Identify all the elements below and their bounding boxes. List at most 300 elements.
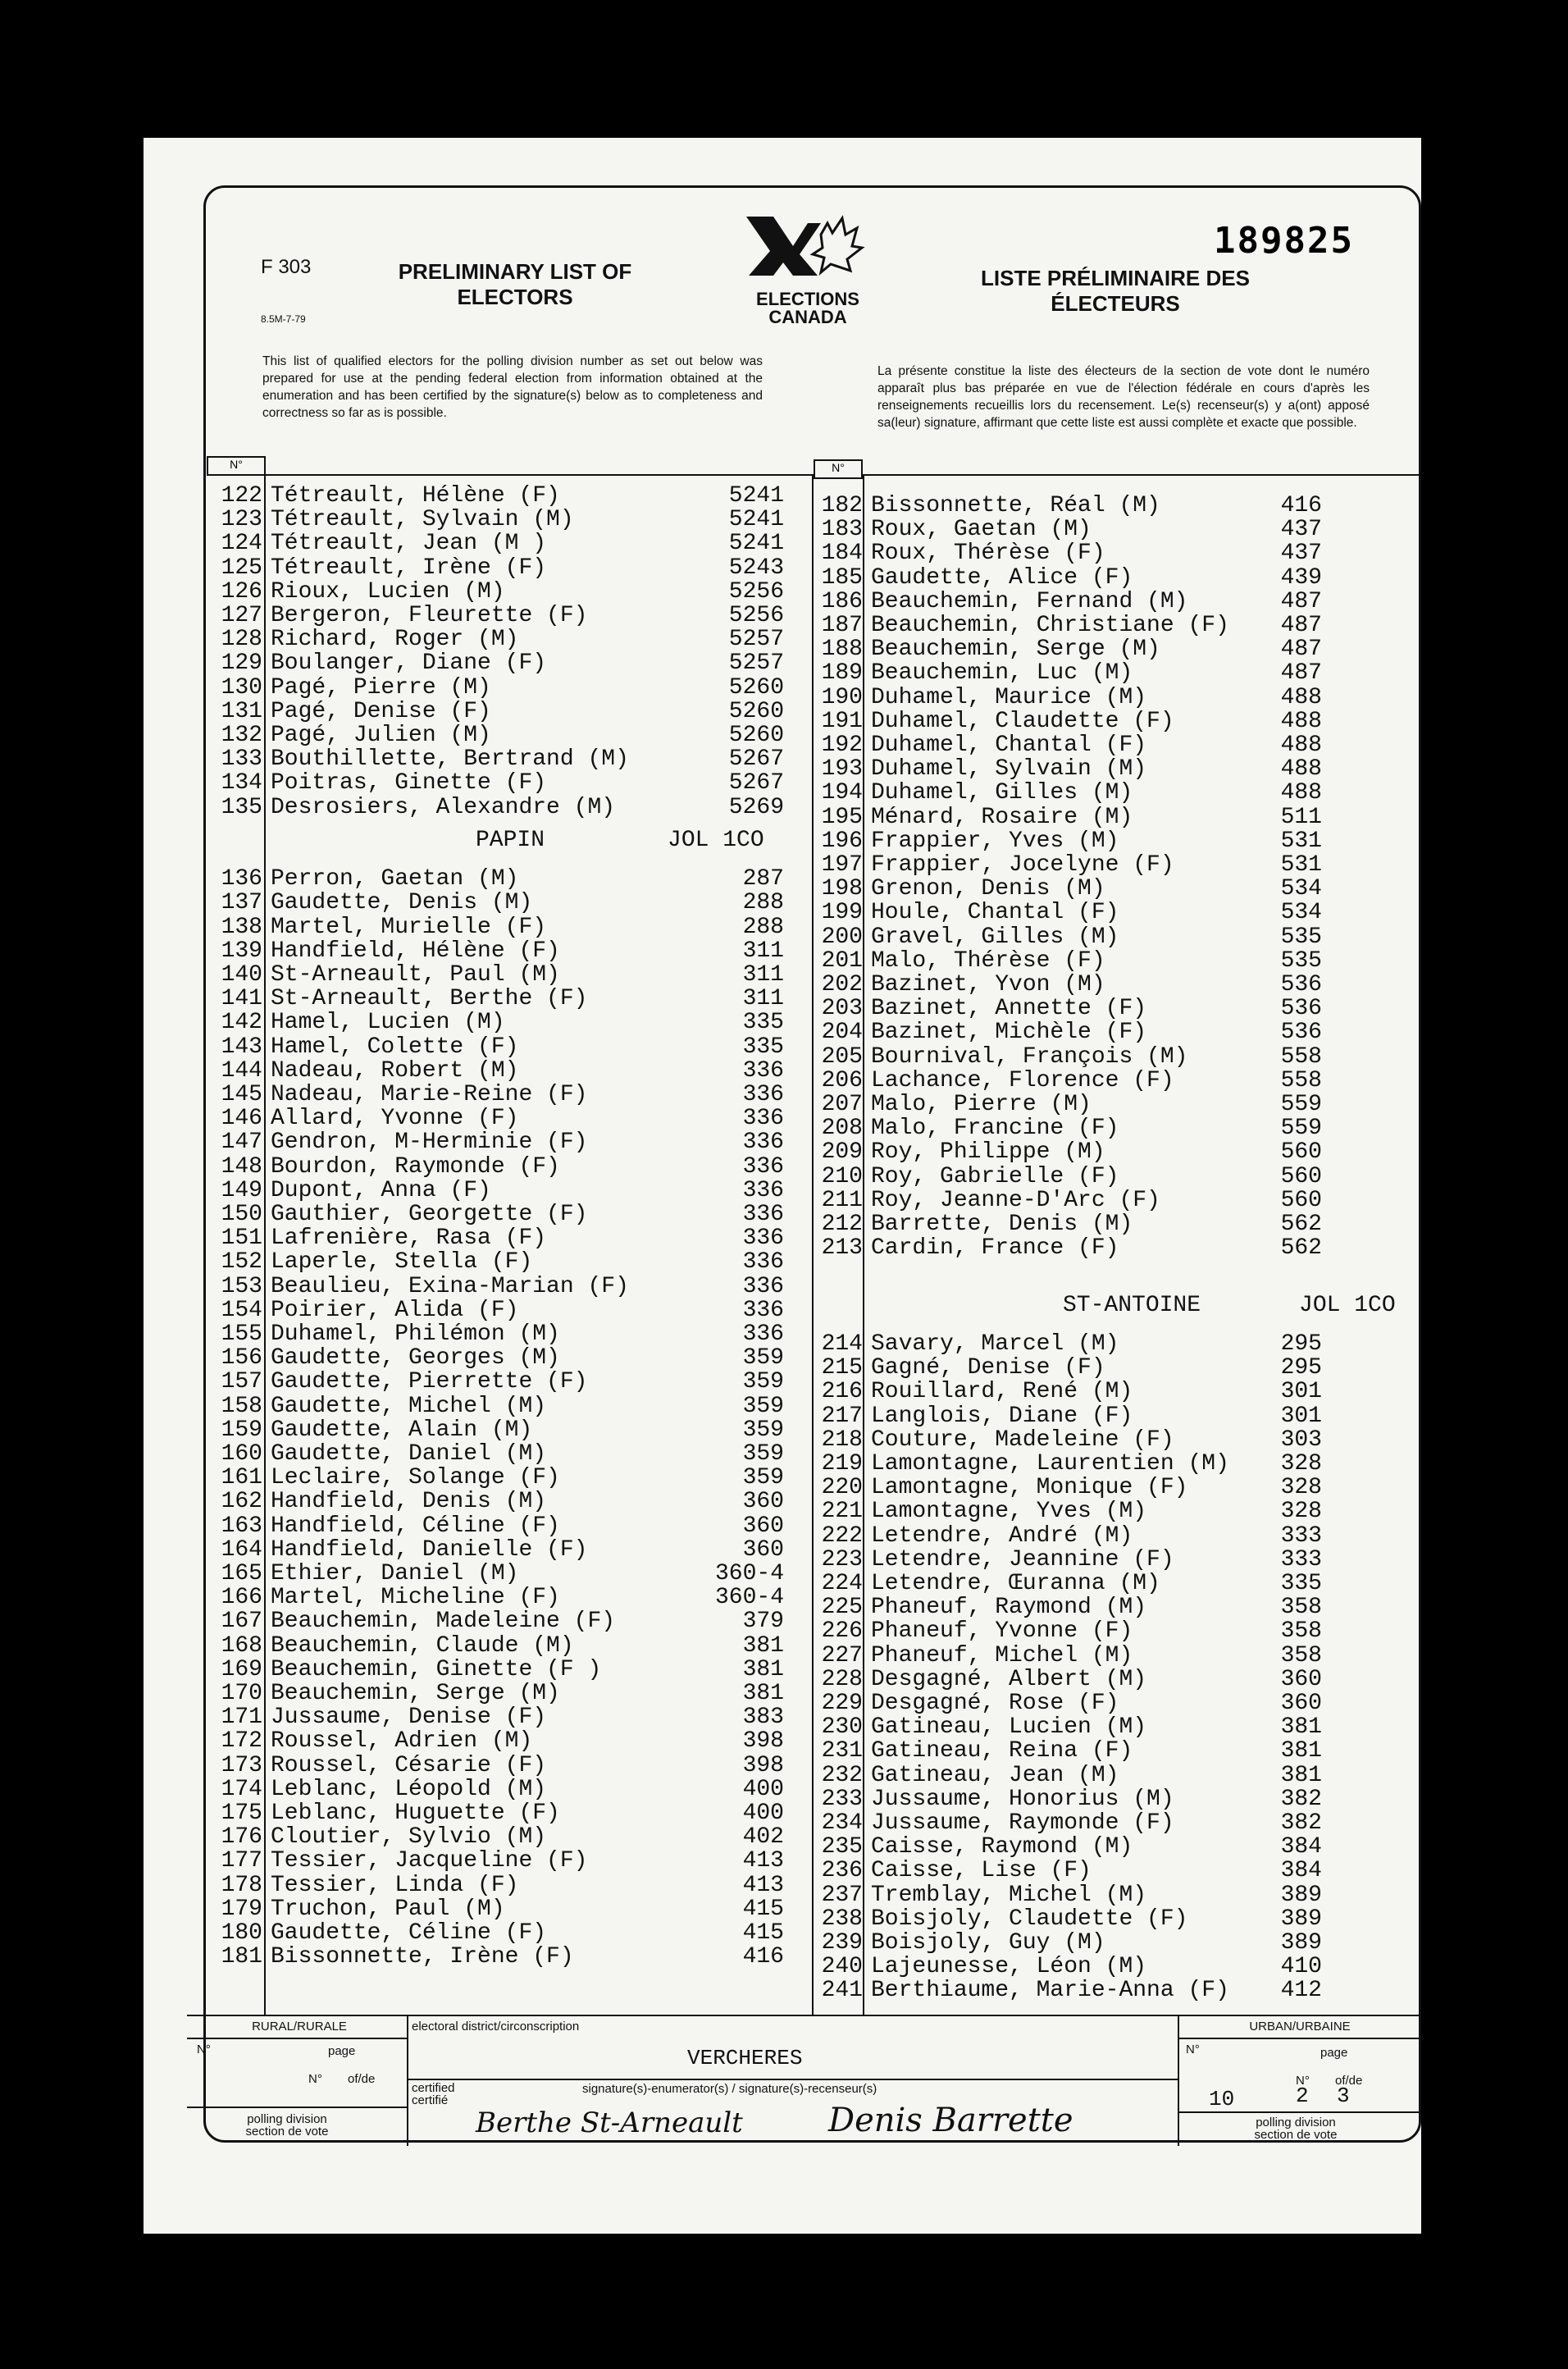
- elector-number: 156: [221, 1345, 262, 1372]
- elector-name: Frappier, Yves (M): [871, 828, 1119, 854]
- elector-number: 230: [821, 1714, 863, 1741]
- elector-name: Bourdon, Raymonde (F): [271, 1153, 560, 1180]
- elector-name: Bissonnette, Réal (M): [871, 493, 1160, 518]
- elector-number: 176: [221, 1824, 262, 1851]
- elector-name: Bazinet, Annette (F): [871, 996, 1147, 1022]
- elector-name: Tétreault, Jean (M ): [271, 531, 547, 557]
- civic-number: 400: [742, 1801, 784, 1826]
- footer-urban-divider: [1178, 2015, 1179, 2146]
- civic-number: 359: [742, 1465, 784, 1491]
- elector-number: 192: [821, 733, 863, 758]
- civic-number: 336: [742, 1106, 784, 1132]
- civic-number: 5256: [728, 578, 784, 605]
- elector-number: 212: [821, 1212, 863, 1237]
- elector-number: 136: [221, 866, 262, 892]
- elector-number: 184: [821, 541, 863, 567]
- elector-name: Cardin, France (F): [871, 1235, 1119, 1262]
- elector-name: Laperle, Stella (F): [271, 1249, 533, 1276]
- elector-name: Beauchemin, Ginette (F ): [271, 1656, 602, 1682]
- elector-number: 225: [821, 1595, 863, 1621]
- elector-number: 133: [221, 746, 262, 773]
- form-revision: 8.5M-7-79: [261, 313, 306, 325]
- elector-name: Nadeau, Marie-Reine (F): [271, 1082, 588, 1107]
- civic-number: 416: [742, 1944, 784, 1970]
- civic-number: 333: [1280, 1546, 1322, 1572]
- civic-number: 416: [1280, 493, 1322, 518]
- civic-number: 311: [742, 938, 784, 964]
- civic-number: 381: [742, 1681, 784, 1706]
- elector-number: 166: [221, 1585, 262, 1611]
- elector-number: 205: [821, 1043, 863, 1070]
- elector-name: Houle, Chantal (F): [871, 900, 1119, 926]
- elector-number: 187: [821, 613, 863, 638]
- elector-number: 183: [821, 517, 863, 543]
- elector-number: 239: [821, 1930, 863, 1956]
- civic-number: 336: [742, 1249, 784, 1276]
- elector-number: 215: [821, 1355, 863, 1381]
- elector-number: 147: [221, 1130, 262, 1156]
- elector-name: Perron, Gaetan (M): [271, 866, 519, 892]
- elector-number: 237: [821, 1882, 863, 1908]
- elector-name: Savary, Marcel (M): [871, 1331, 1119, 1357]
- elector-name: Desgagné, Rose (F): [871, 1691, 1119, 1716]
- civic-number: 5267: [728, 746, 784, 773]
- elector-number: 169: [221, 1656, 262, 1682]
- civic-number: 5241: [728, 483, 784, 509]
- elector-name: Phaneuf, Yvonne (F): [871, 1618, 1133, 1645]
- elector-name: St-Arneault, Paul (M): [271, 962, 560, 988]
- urban-polling-number: 10: [1209, 2087, 1235, 2111]
- civic-number: 488: [1280, 708, 1322, 734]
- civic-number: 288: [742, 914, 784, 940]
- polling-division-fr: section de vote: [245, 2125, 329, 2138]
- civic-number: 534: [1280, 900, 1322, 926]
- elector-number: 233: [821, 1786, 863, 1812]
- elector-name: Boisjoly, Claudette (F): [871, 1906, 1188, 1932]
- elector-name: Bazinet, Michèle (F): [871, 1020, 1147, 1046]
- elector-name: Beauchemin, Madeleine (F): [271, 1609, 616, 1635]
- civic-number: 328: [1280, 1475, 1322, 1501]
- elector-number: 126: [221, 578, 262, 605]
- civic-number: 381: [1280, 1714, 1322, 1741]
- elector-number: 223: [821, 1546, 863, 1572]
- right-number-divider: [863, 476, 864, 2015]
- elector-name: Tessier, Linda (F): [271, 1872, 519, 1898]
- civic-number: 5241: [728, 507, 784, 533]
- civic-number: 301: [1280, 1403, 1322, 1429]
- rural-of-label: of/de: [348, 2072, 376, 2086]
- elector-number: 216: [821, 1379, 863, 1405]
- elector-number: 197: [821, 852, 863, 878]
- urban-polling-division-label: [1222, 2116, 1370, 2141]
- elector-number: 148: [221, 1153, 262, 1180]
- civic-number: 558: [1280, 1067, 1322, 1093]
- elector-name: Roux, Thérèse (F): [871, 541, 1105, 567]
- civic-number: 301: [1280, 1379, 1322, 1405]
- civic-number: 359: [742, 1441, 784, 1467]
- form-code: F 303: [261, 256, 312, 278]
- civic-number: 536: [1280, 996, 1322, 1022]
- civic-number: 358: [1280, 1642, 1322, 1668]
- elector-name: Ménard, Rosaire (M): [871, 804, 1133, 830]
- urban-no-label: N°: [1186, 2043, 1200, 2056]
- elector-name: Beauchemin, Claude (M): [271, 1632, 574, 1659]
- elector-number: 222: [821, 1522, 863, 1549]
- elector-name: Roux, Gaetan (M): [871, 517, 1092, 543]
- elector-number: 132: [221, 723, 262, 748]
- civic-number: 360: [742, 1513, 784, 1539]
- footer-rural-divider: [407, 2015, 408, 2146]
- elector-name: Beauchemin, Serge (M): [271, 1681, 560, 1706]
- civic-number: 536: [1280, 972, 1322, 997]
- elector-number: 228: [821, 1666, 863, 1692]
- civic-number: 488: [1280, 780, 1322, 806]
- civic-number: 287: [742, 866, 784, 892]
- rural-header-rule: [187, 2038, 407, 2039]
- civic-number: 5267: [728, 770, 784, 797]
- elector-number: 152: [221, 1249, 262, 1276]
- elector-name: Cloutier, Sylvio (M): [271, 1824, 547, 1851]
- civic-number: 5260: [728, 723, 784, 748]
- elector-number: 135: [221, 794, 262, 820]
- elector-number: 185: [821, 564, 863, 591]
- elector-name: Roy, Jeanne-D'Arc (F): [871, 1187, 1160, 1213]
- civic-number: 398: [742, 1728, 784, 1755]
- civic-number: 5269: [728, 794, 784, 820]
- civic-number: 415: [742, 1920, 784, 1946]
- elector-number: 201: [821, 947, 863, 974]
- civic-number: 381: [1280, 1738, 1322, 1764]
- elector-name: Gatineau, Lucien (M): [871, 1714, 1147, 1741]
- elector-name: Boisjoly, Guy (M): [871, 1930, 1105, 1956]
- elector-name: Desrosiers, Alexandre (M): [271, 794, 616, 820]
- elector-number: 195: [821, 804, 863, 830]
- civic-number: 336: [742, 1082, 784, 1107]
- civic-number: 336: [742, 1226, 784, 1252]
- civic-number: 335: [742, 1010, 784, 1036]
- civic-number: 400: [742, 1776, 784, 1802]
- elector-number: 229: [821, 1691, 863, 1716]
- elector-number: 163: [221, 1513, 262, 1539]
- postal-code: JOL 1CO: [1299, 1292, 1396, 1318]
- civic-number: 5260: [728, 698, 784, 724]
- elector-number: 211: [821, 1187, 863, 1213]
- postal-code: JOL 1CO: [668, 827, 764, 853]
- civic-number: 359: [742, 1369, 784, 1395]
- elector-number: 198: [821, 876, 863, 902]
- elector-number: 139: [221, 938, 262, 964]
- civic-number: 389: [1280, 1930, 1322, 1956]
- elector-number: 157: [221, 1369, 262, 1395]
- rural-polling-rule: [187, 2107, 407, 2108]
- elector-name: Handfield, Hélène (F): [271, 938, 560, 964]
- civic-number: 336: [742, 1130, 784, 1156]
- elector-name: Bissonnette, Irène (F): [271, 1944, 574, 1970]
- elector-name: Bergeron, Fleurette (F): [271, 603, 588, 628]
- civic-number: 389: [1280, 1906, 1322, 1932]
- elector-name: Lafrenière, Rasa (F): [271, 1226, 547, 1252]
- civic-number: 384: [1280, 1834, 1322, 1860]
- elector-number: 160: [221, 1441, 262, 1467]
- civic-number: 531: [1280, 828, 1322, 854]
- elector-number: 178: [221, 1872, 262, 1898]
- urban-page-number: 2: [1296, 2084, 1309, 2108]
- elector-name: Rioux, Lucien (M): [271, 578, 505, 605]
- signature-label: signature(s)-enumerator(s) / signature(s)-recenseur(s): [582, 2082, 877, 2096]
- civic-number: 383: [742, 1705, 784, 1731]
- elector-name: Jussaume, Raymonde (F): [871, 1810, 1174, 1836]
- elector-number: 141: [221, 986, 262, 1012]
- elector-number: 202: [821, 972, 863, 997]
- elector-number: 231: [821, 1738, 863, 1764]
- elector-name: Duhamel, Gilles (M): [871, 780, 1133, 806]
- elector-name: Rouillard, René (M): [871, 1379, 1133, 1405]
- elector-number: 220: [821, 1475, 863, 1501]
- elector-name: Truchon, Paul (M): [271, 1896, 505, 1922]
- elector-number: 149: [221, 1177, 262, 1203]
- elector-name: Desgagné, Albert (M): [871, 1666, 1147, 1692]
- elections-canada-logo: [742, 212, 865, 294]
- elector-name: Poirier, Alida (F): [271, 1297, 519, 1323]
- civic-number: 437: [1280, 541, 1322, 567]
- elector-name: Handfield, Danielle (F): [271, 1536, 588, 1563]
- elector-name: Gagné, Denise (F): [871, 1355, 1105, 1381]
- civic-number: 358: [1280, 1618, 1322, 1645]
- elector-name: Duhamel, Sylvain (M): [871, 756, 1147, 783]
- serial-number: 189825: [1214, 220, 1354, 262]
- elector-name: Leblanc, Léopold (M): [271, 1776, 547, 1802]
- elector-number: 142: [221, 1010, 262, 1036]
- elector-name: Malo, Pierre (M): [871, 1092, 1092, 1117]
- elector-number: 161: [221, 1465, 262, 1491]
- civic-number: 413: [742, 1872, 784, 1898]
- elector-number: 214: [821, 1331, 863, 1357]
- elector-name: Handfield, Céline (F): [271, 1513, 560, 1539]
- civic-number: 382: [1280, 1810, 1322, 1836]
- urban-header-rule: [1178, 2038, 1421, 2039]
- civic-number: 335: [742, 1034, 784, 1060]
- civic-number: 336: [742, 1153, 784, 1180]
- district-rule: [407, 2079, 1178, 2080]
- elector-number: 182: [821, 493, 863, 518]
- elector-number: 236: [821, 1858, 863, 1884]
- elector-name: Handfield, Denis (M): [271, 1489, 547, 1515]
- elector-number: 134: [221, 770, 262, 797]
- elector-name: Letendre, Œuranna (M): [871, 1571, 1160, 1596]
- civic-number: 398: [742, 1752, 784, 1778]
- elector-number: 143: [221, 1034, 262, 1060]
- civic-number: 487: [1280, 588, 1322, 614]
- elector-number: 171: [221, 1705, 262, 1731]
- elector-name: Leblanc, Huguette (F): [271, 1801, 560, 1826]
- elector-number: 167: [221, 1609, 262, 1635]
- elector-number: 209: [821, 1139, 863, 1166]
- civic-number: 381: [742, 1656, 784, 1682]
- elector-name: Phaneuf, Raymond (M): [871, 1595, 1147, 1621]
- elector-name: Lamontagne, Laurentien (M): [871, 1451, 1229, 1477]
- elector-number: 168: [221, 1632, 262, 1659]
- elector-name: Berthiaume, Marie-Anna (F): [871, 1978, 1229, 2004]
- elector-name: Gaudette, Michel (M): [271, 1393, 547, 1419]
- left-no-header: N°: [207, 456, 266, 476]
- elector-number: 151: [221, 1226, 262, 1252]
- elector-number: 145: [221, 1082, 262, 1107]
- intro-french: La présente constitue la liste des électeurs de la section de vote dont le numéro apparaît plus bas préparée en vue de l'élection fédérale en cours d'après les renseignements recueillis lors du recensement. Le(s) recenseur(s) y a(ont) apposé sa(leur) signature, affirmant que cette liste est aussi complète et exacte que possible.: [877, 364, 1370, 430]
- elector-name: Gaudette, Alice (F): [871, 564, 1133, 591]
- elector-number: 123: [221, 507, 262, 533]
- elector-name: Pagé, Julien (M): [271, 723, 491, 748]
- civic-number: 359: [742, 1417, 784, 1443]
- elector-name: Gatineau, Reina (F): [871, 1738, 1133, 1764]
- elector-number: 186: [821, 588, 863, 614]
- civic-number: 384: [1280, 1858, 1322, 1884]
- elector-number: 226: [821, 1618, 863, 1645]
- civic-number: 360: [1280, 1666, 1322, 1692]
- civic-number: 535: [1280, 947, 1322, 974]
- elector-name: Caisse, Lise (F): [871, 1858, 1092, 1884]
- section-name: ST-ANTOINE: [1063, 1292, 1201, 1318]
- civic-number: 511: [1280, 804, 1322, 830]
- civic-number: 358: [1280, 1595, 1322, 1621]
- civic-number: 359: [742, 1345, 784, 1372]
- civic-number: 535: [1280, 924, 1322, 950]
- elector-name: Roy, Philippe (M): [871, 1139, 1105, 1166]
- civic-number: 410: [1280, 1954, 1322, 1980]
- elector-name: Leclaire, Solange (F): [271, 1465, 560, 1491]
- elector-number: 180: [221, 1920, 262, 1946]
- elector-name: Duhamel, Claudette (F): [871, 708, 1174, 734]
- elector-number: 204: [821, 1020, 863, 1046]
- elector-number: 146: [221, 1106, 262, 1132]
- elector-number: 165: [221, 1561, 262, 1586]
- elector-name: Letendre, Jeannine (F): [871, 1546, 1174, 1572]
- civic-number: 360: [1280, 1691, 1322, 1716]
- elector-name: Duhamel, Maurice (M): [871, 684, 1147, 710]
- elector-number: 175: [221, 1801, 262, 1826]
- elector-number: 235: [821, 1834, 863, 1860]
- elector-name: Boulanger, Diane (F): [271, 650, 547, 677]
- civic-number: 336: [742, 1321, 784, 1347]
- civic-number: 360: [742, 1489, 784, 1515]
- elector-name: Roy, Gabrielle (F): [871, 1163, 1119, 1189]
- elector-number: 155: [221, 1321, 262, 1347]
- civic-number: 534: [1280, 876, 1322, 902]
- civic-number: 562: [1280, 1235, 1322, 1262]
- civic-number: 559: [1280, 1092, 1322, 1117]
- elector-number: 227: [821, 1642, 863, 1668]
- elector-name: Hamel, Colette (F): [271, 1034, 519, 1060]
- urban-label: URBAN/URBAINE: [1249, 2020, 1351, 2034]
- elector-name: Couture, Madeleine (F): [871, 1426, 1174, 1453]
- elector-name: Dupont, Anna (F): [271, 1177, 491, 1203]
- elector-number: 154: [221, 1297, 262, 1323]
- civic-number: 5257: [728, 650, 784, 677]
- urban-page-total: 3: [1337, 2084, 1350, 2108]
- civic-number: 413: [742, 1848, 784, 1874]
- civic-number: 382: [1280, 1786, 1322, 1812]
- rural-page-label: page: [328, 2044, 356, 2058]
- civic-number: 487: [1280, 637, 1322, 663]
- civic-number: 487: [1280, 660, 1322, 687]
- elector-number: 241: [821, 1978, 863, 2004]
- elector-number: 193: [821, 756, 863, 783]
- elector-name: Bazinet, Yvon (M): [871, 972, 1105, 997]
- elector-name: Beauchemin, Christiane (F): [871, 613, 1229, 638]
- elector-name: Caisse, Raymond (M): [871, 1834, 1133, 1860]
- elector-number: 194: [821, 780, 863, 806]
- section-header: [476, 828, 764, 853]
- elector-number: 208: [821, 1116, 863, 1142]
- elector-number: 125: [221, 555, 262, 581]
- elector-number: 213: [821, 1235, 863, 1262]
- elector-name: Lamontagne, Yves (M): [871, 1499, 1147, 1525]
- civic-number: 5257: [728, 627, 784, 653]
- elector-name: Allard, Yvonne (F): [271, 1106, 519, 1132]
- elector-number: 189: [821, 660, 863, 687]
- civic-number: 381: [1280, 1762, 1322, 1788]
- elector-number: 188: [821, 637, 863, 663]
- elector-number: 199: [821, 900, 863, 926]
- elector-number: 127: [221, 603, 262, 628]
- elector-number: 219: [821, 1451, 863, 1477]
- elector-name: Lamontagne, Monique (F): [871, 1475, 1188, 1501]
- signature-enumerator-1: Berthe St-Arneault: [476, 2107, 743, 2139]
- elector-name: Roussel, Césarie (F): [271, 1752, 547, 1778]
- elector-number: 128: [221, 627, 262, 653]
- civic-number: 536: [1280, 1020, 1322, 1046]
- polling-division-en: polling division: [247, 2112, 327, 2126]
- civic-number: 360-4: [714, 1561, 784, 1586]
- elector-name: Bournival, François (M): [871, 1043, 1188, 1070]
- civic-number: 336: [742, 1177, 784, 1203]
- elector-number: 218: [821, 1426, 863, 1453]
- elector-number: 159: [221, 1417, 262, 1443]
- civic-number: 335: [1280, 1571, 1322, 1596]
- elector-name: Nadeau, Robert (M): [271, 1057, 519, 1084]
- elector-name: Phaneuf, Michel (M): [871, 1642, 1133, 1668]
- elector-name: Gaudette, Daniel (M): [271, 1441, 547, 1467]
- civic-number: 336: [742, 1273, 784, 1299]
- elector-name: Ethier, Daniel (M): [271, 1561, 519, 1586]
- elector-name: Roussel, Adrien (M): [271, 1728, 533, 1755]
- elector-name: Malo, Thérèse (F): [871, 947, 1105, 974]
- urban-polling-division-fr: section de vote: [1254, 2128, 1338, 2142]
- elector-number: 129: [221, 650, 262, 677]
- elector-number: 144: [221, 1057, 262, 1084]
- logo-text: ELECTIONS CANADA: [756, 289, 859, 327]
- elector-name: Gendron, M-Herminie (F): [271, 1130, 588, 1156]
- title-french: LISTE PRÉLIMINAIRE DES ÉLECTEURS: [981, 266, 1250, 316]
- certified-label: [412, 2082, 455, 2107]
- elector-name: Malo, Francine (F): [871, 1116, 1119, 1142]
- civic-number: 295: [1280, 1331, 1322, 1357]
- elector-number: 207: [821, 1092, 863, 1117]
- rural-polling-division-label: [238, 2113, 336, 2138]
- elector-name: Bouthillette, Bertrand (M): [271, 746, 629, 773]
- elector-number: 131: [221, 698, 262, 724]
- civic-number: 439: [1280, 564, 1322, 591]
- elector-name: Gauthier, Georgette (F): [271, 1202, 588, 1227]
- elector-name: Martel, Murielle (F): [271, 914, 547, 940]
- elector-number: 138: [221, 914, 262, 940]
- elector-number: 172: [221, 1728, 262, 1755]
- elector-number: 240: [821, 1954, 863, 1980]
- rural-no-label: N°: [197, 2043, 211, 2056]
- elector-number: 122: [221, 483, 262, 509]
- elector-name: Barrette, Denis (M): [871, 1212, 1133, 1237]
- elector-number: 140: [221, 962, 262, 988]
- civic-number: 336: [742, 1297, 784, 1323]
